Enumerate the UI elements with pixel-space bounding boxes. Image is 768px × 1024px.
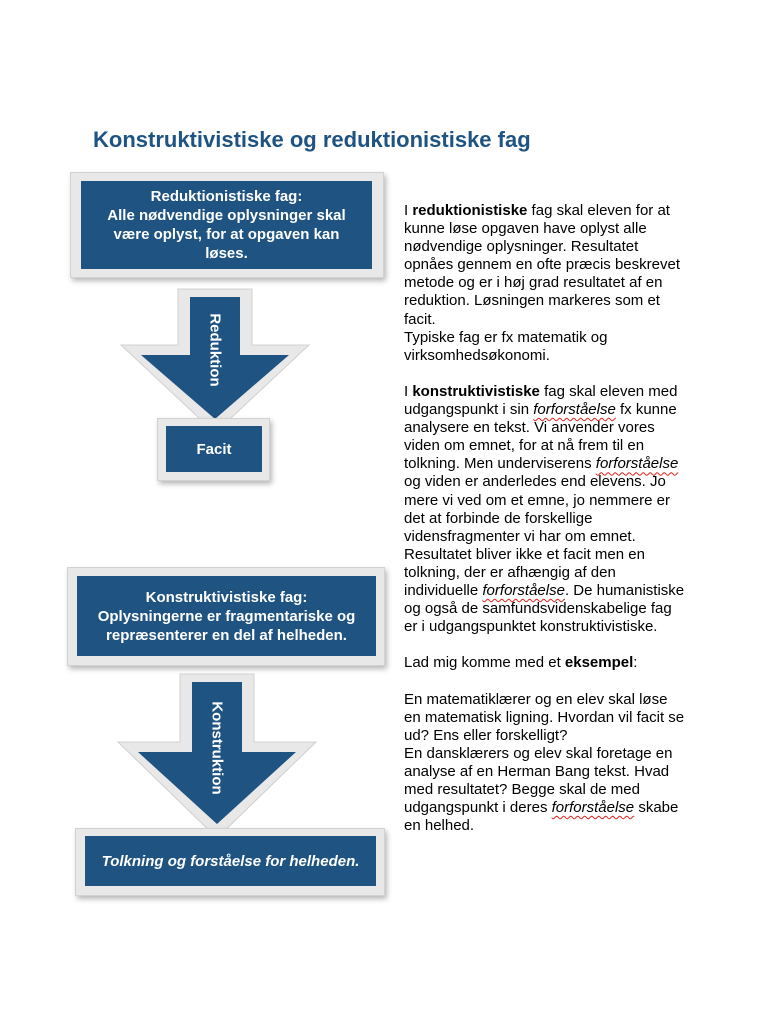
spellcheck-word: forforståelse xyxy=(482,581,565,599)
interpretation-box xyxy=(85,836,376,886)
constructivist-box-text-line: repræsenterer en del af helheden. xyxy=(106,626,347,644)
text-run: En matematiklærer og en elev skal løse en matematisk ligning. Hvordan vil facit se ud? Ens eller forskelligt? xyxy=(404,690,685,744)
bold-term: eksempel xyxy=(564,654,634,672)
reductionist-box-text-line: løses. xyxy=(205,245,248,262)
interpretation-label: Tolkning og forståelse for helheden. xyxy=(101,852,360,870)
facit-label: Facit xyxy=(196,440,232,458)
text-run: fag skal eleven med udgangspunkt i sin xyxy=(404,382,678,419)
text-run: Typiske fag er fx matematik og virksomhedsøkonomi. xyxy=(404,328,608,364)
reductionist-box-text-line: være oplyst, for at opgaven kan xyxy=(113,226,340,243)
text-run: skabe en helhed. xyxy=(404,799,679,835)
body-text xyxy=(404,202,688,835)
constructivist-box-heading: Konstruktivistiske fag: xyxy=(145,588,308,606)
spellcheck-word: forforståelse xyxy=(595,455,679,473)
text-run: En dansklærers og elev skal foretage en analyse af en Herman Bang tekst. Hvad med resultatet? Begge skal de med udgangspunkt i deres xyxy=(404,744,673,817)
bold-term: reduktionistiske xyxy=(412,202,528,219)
text-run: fag skal eleven for at kunne løse opgaven have oplyst alle nødvendige oplysninger. Resultatet opnåes gennem en ofte præcis beskrevet metode og er i høj grad resultatet af en reduktion. Løsningen markeres som et facit. xyxy=(404,202,680,328)
paragraph-reductionist xyxy=(404,202,688,365)
paragraph-example xyxy=(404,691,688,836)
spellcheck-word: forforståelse xyxy=(551,799,635,817)
paragraph-constructivist xyxy=(404,383,688,636)
text-run: Lad mig komme med et xyxy=(404,654,565,672)
reductionist-box xyxy=(81,181,372,269)
reduction-arrow-label: Reduktion xyxy=(206,313,224,387)
reductionist-box-text-line: Alle nødvendige oplysninger skal xyxy=(107,207,346,224)
construction-arrow-label: Konstruktion xyxy=(208,701,226,795)
text-run: I xyxy=(404,382,413,400)
text-run: . De humanistiske og også de samfundsvidenskabelige fag er i udgangspunktet konstruktivistiske. xyxy=(404,581,685,636)
text-run: fx kunne analysere en tekst. Vi anvender vores viden om emnet, for at nå frem til en tolkning. Men underviserens xyxy=(404,401,677,473)
constructivist-box xyxy=(77,576,376,656)
text-run: : xyxy=(633,654,638,672)
text-run: og viden er anderledes end elevens. Jo mere vi ved om et emne, jo nemmere er det at forbinde de forskellige vidensfragmenter vi har om emnet. Resultatet bliver ikke et facit men en tolkning, der er afhængig af den individuelle xyxy=(404,473,670,599)
spellcheck-word: forforståelse xyxy=(533,401,616,419)
constructivist-box-text-line: Oplysningerne er fragmentariske og xyxy=(97,607,356,625)
page-title: Konstruktivistiske og reduktionistiske fag xyxy=(93,127,531,152)
reductionist-box-heading: Reduktionistiske fag: xyxy=(150,188,303,205)
facit-box xyxy=(166,426,262,472)
text-run: I xyxy=(404,202,413,219)
bold-term: konstruktivistiske xyxy=(412,382,540,400)
paragraph-example-intro xyxy=(404,654,688,672)
